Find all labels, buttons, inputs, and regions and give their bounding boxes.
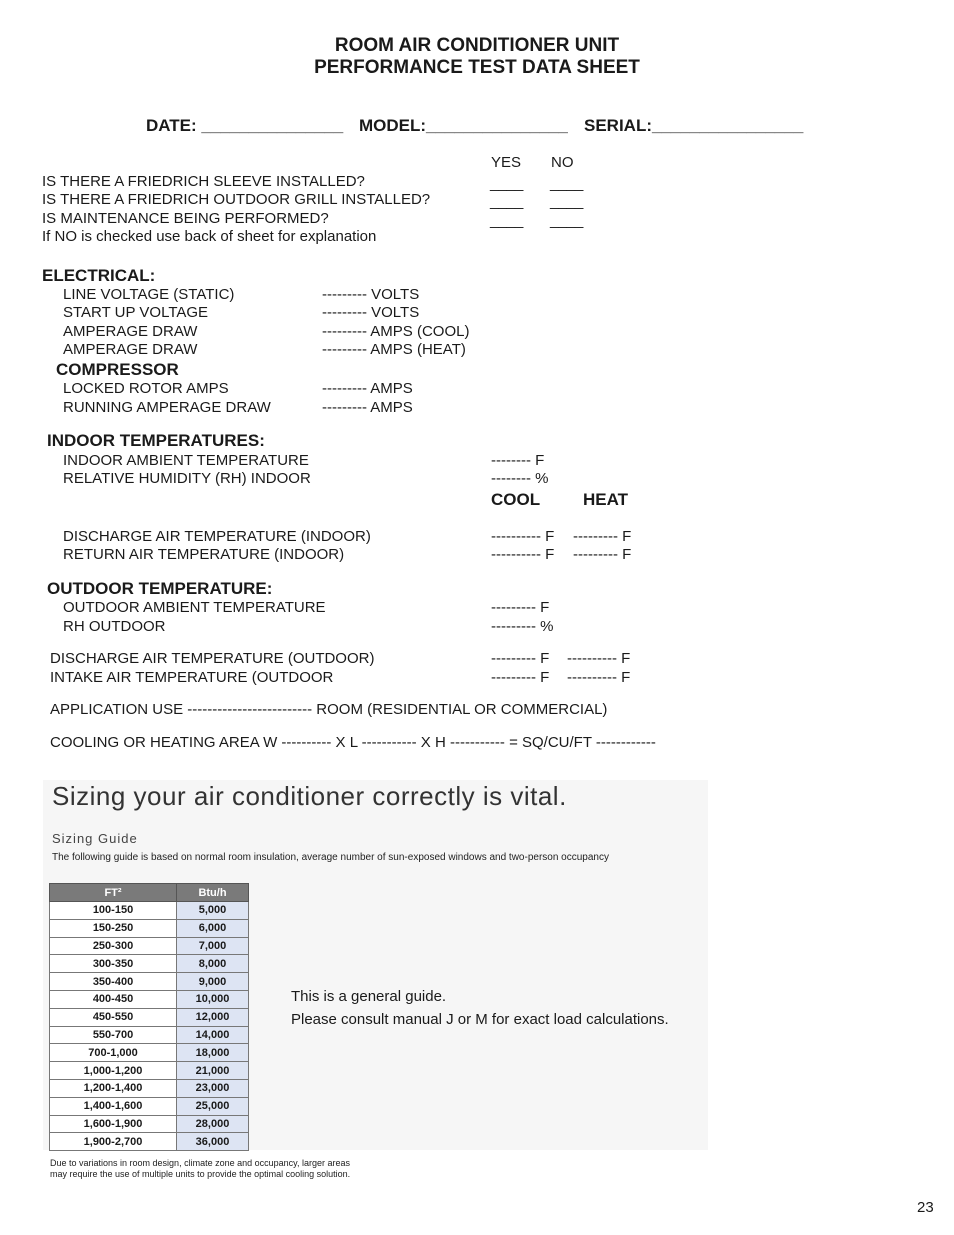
electrical-heading: ELECTRICAL: xyxy=(42,266,156,285)
sizing-btu-cell: 6,000 xyxy=(177,919,249,937)
outdoor-value: --------- F xyxy=(491,599,550,616)
indoor-value: -------- % xyxy=(491,470,549,487)
sizing-description: The following guide is based on normal room insulation, average number of sun-exposed windows and two-person occupancy xyxy=(52,852,609,863)
yes-blank-sleeve: ____ xyxy=(490,175,524,192)
sizing-area-cell: 1,600-1,900 xyxy=(50,1115,177,1133)
application-use-line: APPLICATION USE ------------------------- ROOM (RESIDENTIAL OR COMMERCIAL) xyxy=(50,701,608,718)
cool-column-label: COOL xyxy=(491,490,541,509)
sizing-area-cell: 400-450 xyxy=(50,990,177,1008)
sizing-table-header-btu: Btu/h xyxy=(177,884,249,902)
compressor-label: RUNNING AMPERAGE DRAW xyxy=(63,399,271,416)
sizing-area-cell: 450-550 xyxy=(50,1008,177,1026)
electrical-label: LINE VOLTAGE (STATIC) xyxy=(63,286,235,303)
sizing-area-cell: 300-350 xyxy=(50,955,177,973)
sizing-btu-cell: 21,000 xyxy=(177,1062,249,1080)
sizing-btu-cell: 12,000 xyxy=(177,1008,249,1026)
indoor-air-cool: ---------- F xyxy=(491,528,555,545)
sizing-area-cell: 150-250 xyxy=(50,919,177,937)
sizing-headline: Sizing your air conditioner correctly is vital. xyxy=(52,781,567,811)
question-maintenance: IS MAINTENANCE BEING PERFORMED? xyxy=(42,210,329,227)
question-sleeve: IS THERE A FRIEDRICH SLEEVE INSTALLED? xyxy=(42,173,365,190)
footnote-line-2: may require the use of multiple units to provide the optimal cooling solution. xyxy=(50,1169,351,1179)
electrical-value: --------- AMPS (HEAT) xyxy=(322,341,466,358)
table-row xyxy=(50,990,249,1008)
model-field: MODEL:_______________ xyxy=(359,116,568,135)
outdoor-air-label: DISCHARGE AIR TEMPERATURE (OUTDOOR) xyxy=(50,650,375,667)
outdoor-air-label: INTAKE AIR TEMPERATURE (OUTDOOR xyxy=(50,669,334,686)
question-note: If NO is checked use back of sheet for explanation xyxy=(42,228,377,245)
table-row xyxy=(50,1133,249,1151)
sizing-btu-cell: 7,000 xyxy=(177,937,249,955)
title-line-1: ROOM AIR CONDITIONER UNIT xyxy=(334,35,620,56)
footnote-line-1: Due to variations in room design, climate zone and occupancy, larger areas xyxy=(50,1158,350,1168)
sizing-table xyxy=(49,883,249,1151)
indoor-air-label: DISCHARGE AIR TEMPERATURE (INDOOR) xyxy=(63,528,371,545)
compressor-value: --------- AMPS xyxy=(322,399,413,416)
sizing-btu-cell: 10,000 xyxy=(177,990,249,1008)
sizing-area-cell: 1,900-2,700 xyxy=(50,1133,177,1151)
indoor-air-heat: --------- F xyxy=(573,546,632,563)
outdoor-air-heat: ---------- F xyxy=(567,650,631,667)
electrical-value: --------- VOLTS xyxy=(322,304,420,321)
indoor-heading: INDOOR TEMPERATURES: xyxy=(47,431,265,450)
sizing-btu-cell: 8,000 xyxy=(177,955,249,973)
electrical-label: AMPERAGE DRAW xyxy=(63,323,198,340)
guide-note-general: This is a general guide. xyxy=(291,988,447,1005)
sizing-area-cell: 1,200-1,400 xyxy=(50,1079,177,1097)
area-calculation-line: COOLING OR HEATING AREA W ---------- X L ----------- X H ----------- = SQ/CU/FT ------------ xyxy=(50,734,656,751)
sizing-table-header-ft2: FT² xyxy=(50,884,177,902)
serial-field: SERIAL:________________ xyxy=(584,116,804,135)
table-row xyxy=(50,919,249,937)
outdoor-heading: OUTDOOR TEMPERATURE: xyxy=(47,579,273,598)
sizing-btu-cell: 18,000 xyxy=(177,1044,249,1062)
no-column-label: NO xyxy=(551,154,574,171)
sizing-btu-cell: 5,000 xyxy=(177,902,249,920)
sizing-table-header-row xyxy=(50,884,249,902)
yes-column-label: YES xyxy=(491,154,522,171)
outdoor-air-heat: ---------- F xyxy=(567,669,631,686)
sizing-area-cell: 350-400 xyxy=(50,973,177,991)
indoor-label: RELATIVE HUMIDITY (RH) INDOOR xyxy=(63,470,311,487)
question-grill: IS THERE A FRIEDRICH OUTDOOR GRILL INSTALLED? xyxy=(42,191,431,208)
sizing-btu-cell: 25,000 xyxy=(177,1097,249,1115)
sizing-area-cell: 700-1,000 xyxy=(50,1044,177,1062)
outdoor-label: OUTDOOR AMBIENT TEMPERATURE xyxy=(63,599,326,616)
sizing-btu-cell: 9,000 xyxy=(177,973,249,991)
outdoor-value: --------- % xyxy=(491,618,554,635)
table-row xyxy=(50,1044,249,1062)
no-blank-grill: ____ xyxy=(550,193,584,210)
indoor-air-label: RETURN AIR TEMPERATURE (INDOOR) xyxy=(63,546,345,563)
sizing-area-cell: 550-700 xyxy=(50,1026,177,1044)
table-row xyxy=(50,1115,249,1133)
table-row xyxy=(50,1079,249,1097)
table-row xyxy=(50,902,249,920)
no-blank-sleeve: ____ xyxy=(550,175,584,192)
sizing-subtitle: Sizing Guide xyxy=(52,831,138,846)
guide-note-manual: Please consult manual J or M for exact load calculations. xyxy=(291,1011,669,1028)
sizing-area-cell: 100-150 xyxy=(50,902,177,920)
indoor-air-heat: --------- F xyxy=(573,528,632,545)
indoor-value: -------- F xyxy=(491,452,545,469)
electrical-label: START UP VOLTAGE xyxy=(63,304,209,321)
yes-blank-maintenance: ____ xyxy=(490,212,524,229)
sizing-area-cell: 1,000-1,200 xyxy=(50,1062,177,1080)
indoor-air-cool: ---------- F xyxy=(491,546,555,563)
electrical-value: --------- AMPS (COOL) xyxy=(322,323,470,340)
compressor-heading: COMPRESSOR xyxy=(56,360,179,379)
sizing-area-cell: 1,400-1,600 xyxy=(50,1097,177,1115)
yes-blank-grill: ____ xyxy=(490,193,524,210)
table-row xyxy=(50,1026,249,1044)
table-row xyxy=(50,937,249,955)
no-blank-maintenance: ____ xyxy=(550,212,584,229)
sizing-btu-cell: 36,000 xyxy=(177,1133,249,1151)
outdoor-label: RH OUTDOOR xyxy=(63,618,166,635)
date-field: DATE: _______________ xyxy=(146,116,344,135)
outdoor-air-cool: --------- F xyxy=(491,669,550,686)
electrical-label: AMPERAGE DRAW xyxy=(63,341,198,358)
table-row xyxy=(50,955,249,973)
sizing-btu-cell: 28,000 xyxy=(177,1115,249,1133)
table-row xyxy=(50,1062,249,1080)
table-row xyxy=(50,973,249,991)
indoor-label: INDOOR AMBIENT TEMPERATURE xyxy=(63,452,309,469)
table-row xyxy=(50,1008,249,1026)
compressor-value: --------- AMPS xyxy=(322,380,413,397)
sizing-area-cell: 250-300 xyxy=(50,937,177,955)
sizing-btu-cell: 23,000 xyxy=(177,1079,249,1097)
electrical-value: --------- VOLTS xyxy=(322,286,420,303)
sizing-btu-cell: 14,000 xyxy=(177,1026,249,1044)
compressor-label: LOCKED ROTOR AMPS xyxy=(63,380,229,397)
page-number: 23 xyxy=(917,1199,934,1216)
table-row xyxy=(50,1097,249,1115)
title-line-2: PERFORMANCE TEST DATA SHEET xyxy=(314,57,640,78)
heat-column-label: HEAT xyxy=(583,490,629,509)
outdoor-air-cool: --------- F xyxy=(491,650,550,667)
